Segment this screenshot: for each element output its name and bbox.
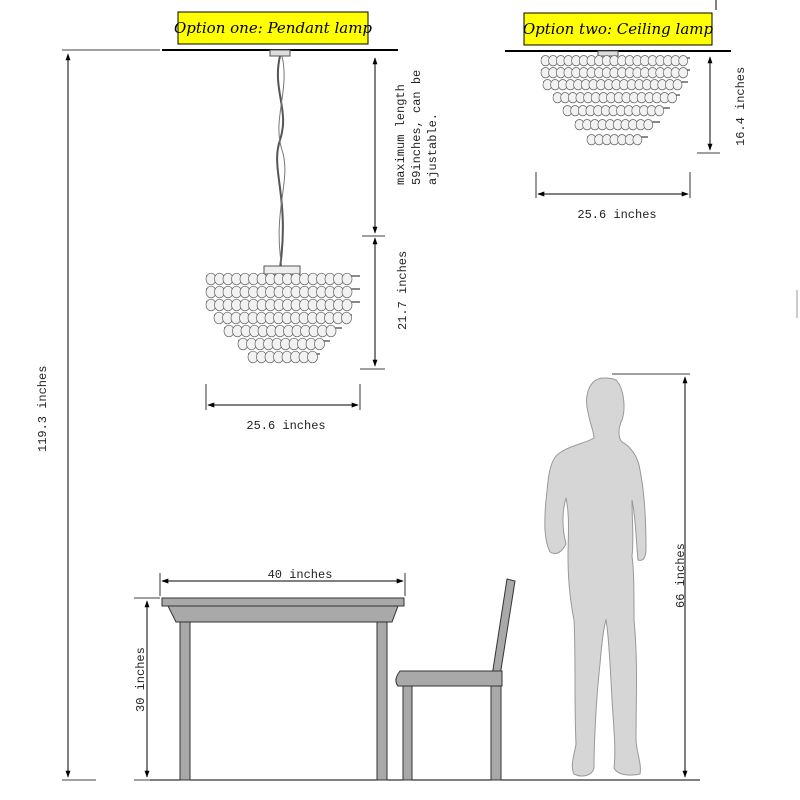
option-two-text: Option two: Ceiling lamp (522, 20, 714, 38)
ceiling-bead-tiers (541, 56, 690, 145)
pendant-bead-tiers (206, 273, 360, 363)
person-height-text: 66 inches (674, 543, 688, 608)
chain-length-dimension (362, 58, 440, 236)
option-two-label (523, 13, 714, 45)
pendant-lamp (206, 50, 360, 363)
ceiling-width-dimension (536, 172, 690, 222)
table-height-text: 30 inches (134, 647, 148, 712)
ceiling-height-dimension (697, 57, 748, 153)
pendant-width-dimension (206, 384, 360, 433)
table-width-dimension (160, 568, 405, 596)
pendant-height-text: 21.7 inches (396, 250, 410, 330)
pendant-chain (277, 56, 283, 268)
ceiling-height-text: 16.4 inches (734, 66, 748, 146)
table-height-dimension (134, 598, 160, 780)
pendant-width-text: 25.6 inches (246, 419, 326, 433)
chain-note-line-1: maximum length (394, 84, 408, 185)
pendant-height-dimension (360, 238, 410, 369)
total-height-text: 119.3 inches (36, 365, 50, 452)
option-one-label (174, 12, 372, 44)
chain-note-line-2: 59inches, can be (410, 69, 424, 185)
table (162, 598, 404, 780)
option-one-text: Option one: Pendant lamp (173, 19, 373, 37)
chair (396, 579, 515, 780)
ceiling-lamp (541, 51, 690, 145)
person-silhouette (545, 378, 646, 776)
table-width-text: 40 inches (267, 568, 333, 582)
ceiling-width-text: 25.6 inches (577, 208, 657, 222)
chain-note-line-3: ajustable. (426, 112, 440, 185)
